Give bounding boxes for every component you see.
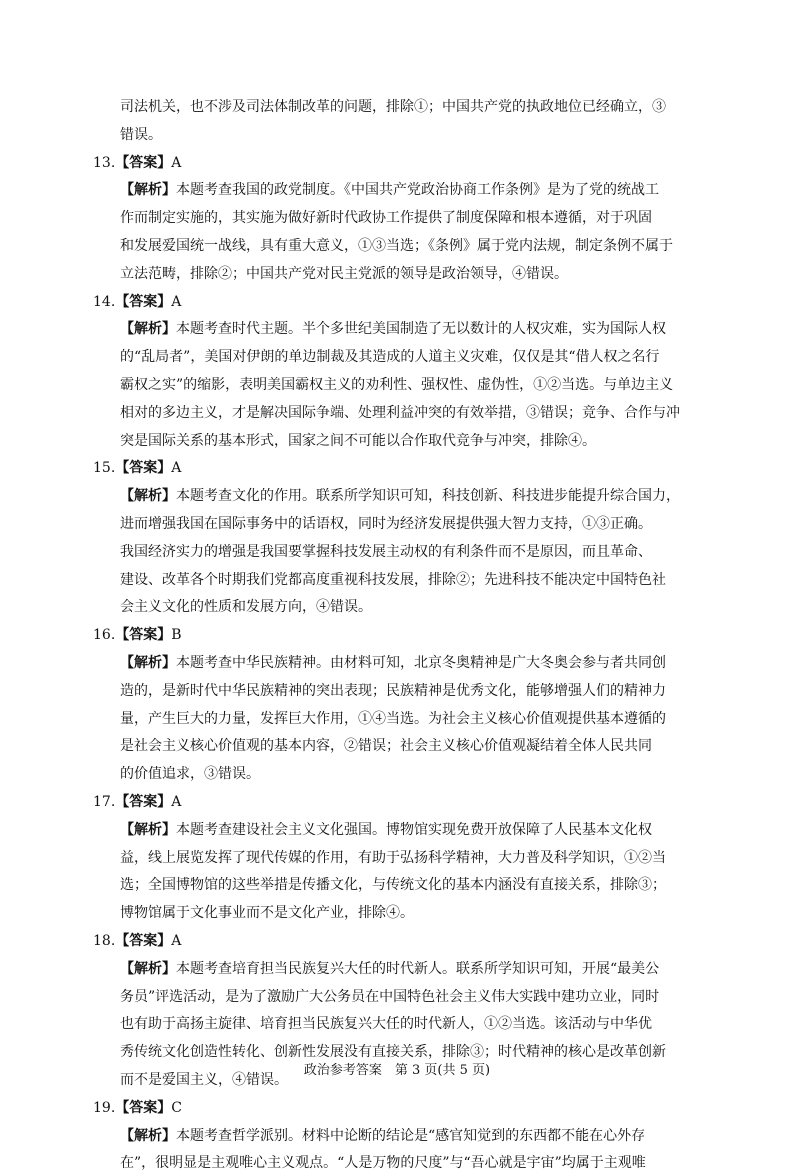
text-content: 的价值追求，③错误。: [120, 766, 260, 782]
question-number: 17.: [93, 794, 116, 810]
text-line: [120, 235, 690, 257]
page-footer: 政治参考答案 第 3 页(共 5 页): [303, 1063, 491, 1078]
text-line: [120, 596, 690, 618]
text-content: 本题考查哲学派别。材料中论断的结论是“感官知觉到的东西都不能在心外存: [176, 1128, 646, 1144]
text-content: 进而增强我国在国际事务中的话语权，同时为经济发展提供强大智力支持，①③正确。: [120, 516, 652, 532]
text-line: [120, 402, 690, 424]
text-content: 量，产生巨大的力量，发挥巨大作用，①④当选。为社会主义核心价值观提供基本遵循的: [120, 711, 666, 727]
text-line: [120, 735, 690, 757]
text-content: 会主义文化的性质和发展方向，④错误。: [120, 599, 372, 615]
text-content: 益，线上展览发挥了现代传媒的作用，有助于弘扬科学精神，大力普及科学知识，①②当: [120, 850, 666, 866]
text-content: 选；全国博物馆的这些举措是传播文化，与传统文化的基本内涵没有直接关系，排除③；: [120, 877, 666, 893]
text-line: [120, 1152, 690, 1174]
text-line: [120, 569, 690, 591]
answer-value: A: [171, 460, 182, 476]
answer-value: A: [171, 155, 182, 171]
text-content: 突是国际关系的基本形式，国家之间不可能以合作取代竞争与冲突，排除④。: [120, 433, 596, 449]
analysis-paragraph-start: [120, 1125, 690, 1147]
text-content: 错误。: [120, 127, 162, 143]
question-number: 19.: [93, 1100, 116, 1116]
text-content: 霸权之实”的缩影，表明美国霸权主义的劝利性、强权性、虚伪性，①②当选。与单边主义: [120, 377, 674, 393]
text-content: 立法范畴，排除②；中国共产党对民主党派的领导是政治领导，④错误。: [120, 266, 568, 282]
text-line: [120, 207, 690, 229]
answer-value: A: [171, 294, 182, 310]
text-line: [120, 1041, 690, 1063]
text-content: 司法机关，也不涉及司法体制改革的问题，排除①；中国共产党的执政地位已经确立，③: [120, 99, 666, 115]
text-content: 本题考查培育担当民族复兴大任的时代新人。联系所学知识可知，开展“最美公: [176, 961, 660, 977]
answer-label: 【答案】: [115, 460, 172, 476]
text-line: [120, 263, 690, 285]
analysis-label: 【解析】: [120, 655, 176, 671]
question-number: 18.: [93, 933, 116, 949]
analysis-paragraph-start: [120, 318, 690, 340]
text-line: [120, 847, 690, 869]
analysis-label: 【解析】: [120, 822, 176, 838]
answer-line: [93, 624, 182, 646]
answer-value: A: [171, 933, 182, 949]
answer-label: 【答案】: [115, 794, 172, 810]
text-content: 本题考查我国的政党制度。《中国共产党政治协商工作条例》是为了党的统战工: [176, 182, 659, 198]
question-number: 16.: [93, 627, 116, 643]
answer-value: C: [171, 1100, 182, 1116]
text-content: 务员”评选活动，是为了激励广大公务员在中国特色社会主义伟大实践中建功立业，同时: [120, 989, 660, 1005]
text-content: 我国经济实力的增强是我国要掌握科技发展主动权的有利条件而不是原因，而且革命、: [120, 544, 652, 560]
text-content: 和发展爱国统一战线，具有重大意义，①③当选；《条例》属于党内法规，制定条例不属于: [120, 238, 673, 254]
text-line: [120, 374, 690, 396]
analysis-paragraph-start: [120, 485, 690, 507]
answer-value: B: [171, 627, 182, 643]
text-content: 在”，很明显是主观唯心主义观点。“人是万物的尺度”与“吾心就是宇宙”均属于主观唯: [120, 1155, 646, 1171]
text-content: 本题考查建设社会主义文化强国。博物馆实现免费开放保障了人民基本文化权: [176, 822, 652, 838]
text-line: [120, 680, 690, 702]
answer-line: [93, 1097, 182, 1119]
question-number: 13.: [93, 155, 116, 171]
answer-line: [93, 152, 181, 174]
text-line: [120, 513, 690, 535]
text-content: 建设、改革各个时期我们党都高度重视科技发展，排除②；先进科技不能决定中国特色社: [120, 572, 666, 588]
text-content: 秀传统文化创造性转化、创新性发展没有直接关系，排除③；时代精神的核心是改革创新: [120, 1044, 666, 1060]
answer-line: [93, 291, 181, 313]
text-content: 是社会主义核心价值观的基本内容，②错误；社会主义核心价值观凝结着全体人民共同: [120, 738, 652, 754]
question-number: 15.: [93, 460, 116, 476]
text-line: [120, 708, 690, 730]
answer-label: 【答案】: [115, 627, 172, 643]
text-content: 本题考查文化的作用。联系所学知识可知，科技创新、科技进步能提升综合国力，: [176, 488, 680, 504]
analysis-paragraph-start: [120, 179, 690, 201]
answer-label: 【答案】: [115, 155, 172, 171]
text-line: [120, 874, 690, 896]
text-content: 博物馆属于文化事业而不是文化产业，排除④。: [120, 905, 414, 921]
text-content: 也有助于高扬主旋律、培育担当民族复兴大任的时代新人，①②当选。该活动与中华优: [120, 1016, 652, 1032]
answer-label: 【答案】: [115, 294, 172, 310]
analysis-label: 【解析】: [120, 1128, 176, 1144]
text-content: 本题考查中华民族精神。由材料可知，北京冬奥精神是广大冬奥会参与者共同创: [176, 655, 666, 671]
text-line: [120, 96, 690, 118]
analysis-label: 【解析】: [120, 321, 176, 337]
text-line: [120, 763, 690, 785]
answer-line: [93, 457, 181, 479]
analysis-label: 【解析】: [120, 961, 176, 977]
text-line: [120, 1013, 690, 1035]
text-line: [120, 541, 690, 563]
text-line: [120, 986, 690, 1008]
question-number: 14.: [93, 294, 116, 310]
analysis-label: 【解析】: [120, 488, 176, 504]
text-content: 作而制定实施的，其实施为做好新时代政协工作提供了制度保障和根本遵循，对于巩固: [120, 210, 652, 226]
text-content: 造的，是新时代中华民族精神的突出表现；民族精神是优秀文化，能够增强人们的精神力: [120, 683, 666, 699]
analysis-label: 【解析】: [120, 182, 176, 198]
text-content: 的“乱局者”，美国对伊朗的单边制裁及其造成的人道主义灾难，仅仅是其“借人权之名行: [120, 349, 660, 365]
text-line: [120, 902, 690, 924]
text-content: 而不是爱国主义，④错误。: [120, 1072, 288, 1088]
text-line: [120, 346, 690, 368]
answer-label: 【答案】: [115, 933, 172, 949]
analysis-paragraph-start: [120, 958, 690, 980]
analysis-paragraph-start: [120, 652, 690, 674]
text-line: [120, 124, 690, 146]
analysis-paragraph-start: [120, 819, 690, 841]
answer-label: 【答案】: [115, 1100, 172, 1116]
answer-line: [93, 930, 181, 952]
answer-value: A: [171, 794, 182, 810]
text-line: [120, 430, 690, 452]
text-content: 本题考查时代主题。半个多世纪美国制造了无以数计的人权灾难，实为国际人权: [176, 321, 666, 337]
answer-line: [93, 791, 181, 813]
text-content: 相对的多边主义，才是解决国际争端、处理利益冲突的有效举措，③错误；竞争、合作与冲: [120, 405, 680, 421]
